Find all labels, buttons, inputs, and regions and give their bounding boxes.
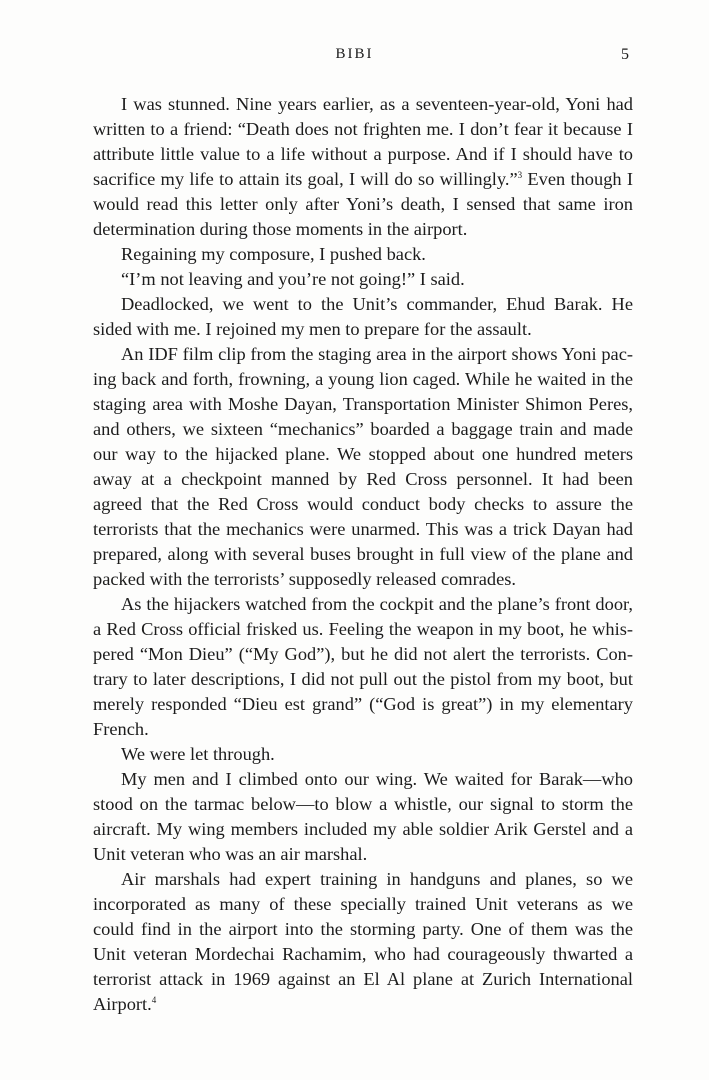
paragraph: Deadlocked, we went to the Unit’s commander, Ehud Barak. He sided with me. I rejoined my men to prepare for the assault. (93, 294, 633, 339)
paragraph (93, 92, 633, 242)
paragraph-text: Air marshals had expert training in handguns and planes, so we incorporated as many of these specially trained Unit veterans as we could find in the airport into the storming party. One of them was the Unit veteran Mordechai Rachamim, who had courageously thwarted a terrorist attack in 1969 against an El Al plane at Zurich International Airport. (93, 869, 633, 1014)
paragraph-text-continued: Even though I would read this letter only after Yoni’s death, I sensed that same iron determination during those moments in the airport. (93, 169, 633, 239)
footnote-reference: 3 (517, 170, 523, 180)
body-text (93, 92, 633, 1017)
paragraph: “I’m not leaving and you’re not going!” I said. (121, 269, 465, 289)
paragraph: As the hijackers watched from the cockpit and the plane’s front door, a Red Cross official frisked us. Feeling the weapon in my boot, he whispered “Mon Dieu” (“My God”), but he did not alert the terrorists. Contrary to later descriptions, I did not pull out the pistol from my boot, but merely responded “Dieu est grand” (“God is great”) in my elementary French. (93, 594, 633, 739)
paragraph: We were let through. (121, 744, 275, 764)
paragraph: An IDF film clip from the staging area in the airport shows Yoni pacing back and forth, frowning, a young lion caged. While he waited in the staging area with Moshe Dayan, Transportation Minister Shimon Peres, and others, we sixteen “mechanics” boarded a baggage train and made our way to the hijacked plane. We stopped about one hundred meters away at a checkpoint manned by Red Cross personnel. It had been agreed that the Red Cross would conduct body checks to assure the terrorists that the mechanics were unarmed. This was a trick Dayan had prepared, along with several buses brought in full view of the plane and packed with the terrorists’ supposedly released comrades. (93, 344, 633, 589)
page-number: 5 (621, 46, 629, 63)
paragraph: My men and I climbed onto our wing. We waited for Barak—who stood on the tarmac below—to blow a whistle, our signal to storm the aircraft. My wing members included my able soldier Arik Gerstel and a Unit veteran who was an air marshal. (93, 769, 633, 864)
paragraph (93, 867, 633, 1017)
footnote-reference: 4 (151, 995, 157, 1005)
paragraph-text: I was stunned. Nine years earlier, as a seventeen-year-old, Yoni had written to a friend: “Death does not frighten me. I don’t fear it because I attribute little value to a life without a purpose. And if I should have to sacrifice my life to attain its goal, I will do so willingly.” (93, 94, 633, 189)
running-title: BIBI (335, 46, 374, 62)
paragraph: Regaining my composure, I pushed back. (121, 244, 426, 264)
running-header (0, 46, 709, 68)
